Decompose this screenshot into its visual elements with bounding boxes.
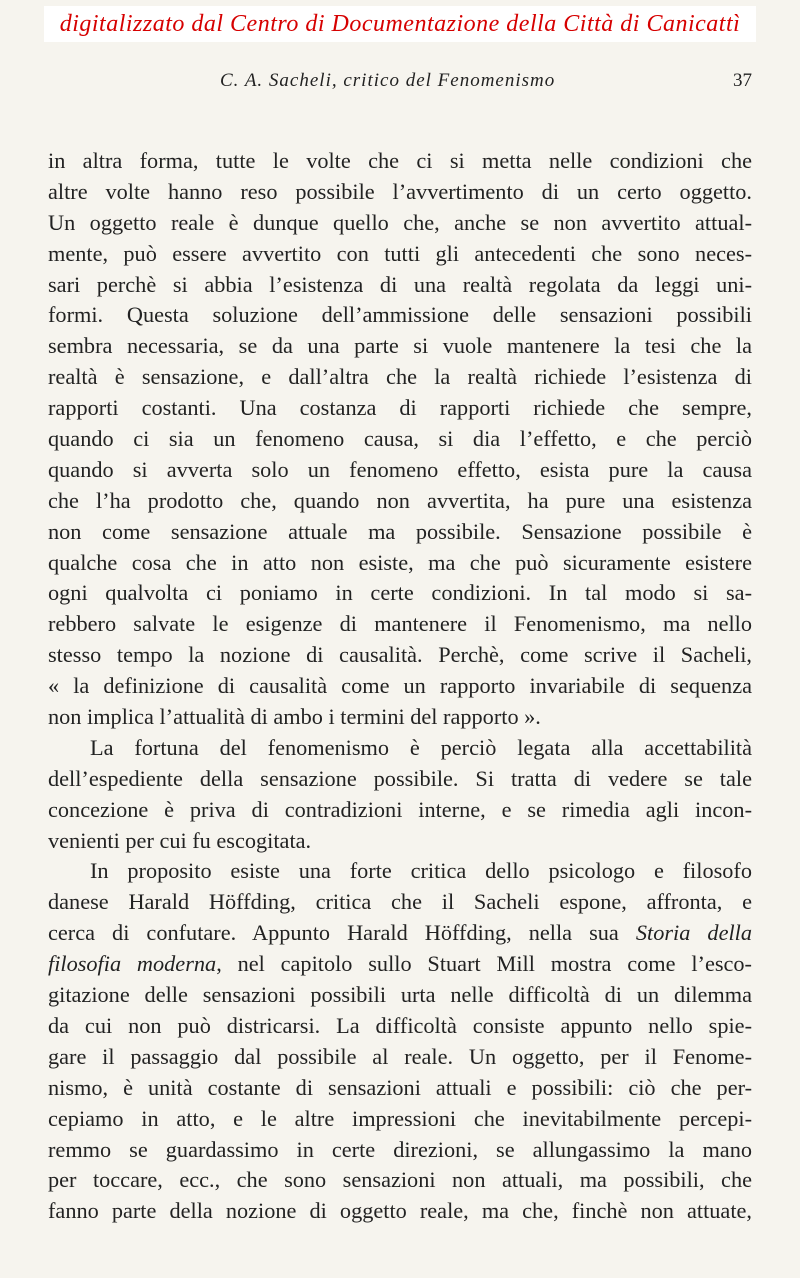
text-line: concezione è priva di contradizioni interne, e se rimedia agli incon- [48,796,752,822]
text-line: gitazione delle sensazioni possibili urta nelle difficoltà di un dilemma [48,982,752,1008]
text-line: danese Harald Höffding, critica che il Sacheli espone, affronta, e [48,889,752,915]
text-line: La fortuna del fenomenismo è perciò legata alla accettabilità [90,734,752,760]
running-head [48,70,752,100]
text-line: rapporti costanti. Una costanza di rapporti richiede che sempre, [48,395,752,421]
text-line: cepiamo in atto, e le altre impressioni che inevitabilmente percepi- [48,1105,752,1131]
text-line: non come sensazione attuale ma possibile. Sensazione possibile è [48,518,752,544]
text-line: da cui non può districarsi. La difficoltà consiste appunto nello spie- [48,1012,752,1038]
text-line: stesso tempo la nozione di causalità. Perchè, come scrive il Sacheli, [48,642,752,668]
text-line: altre volte hanno reso possibile l’avvertimento di un certo oggetto. [48,178,752,204]
text-line: mente, può essere avvertito con tutti gli antecedenti che sono neces- [48,240,752,266]
text-line: quando ci sia un fenomeno causa, si dia l’effetto, e che perciò [48,426,752,452]
body-text [48,146,752,1227]
text-line: non implica l’attualità di ambo i termini del rapporto ». [48,704,541,730]
text-line: rebbero salvate le esigenze di mantenere il Fenomenismo, ma nello [48,611,752,637]
page-number: 37 [733,70,752,91]
text-line: realtà è sensazione, e dall’altra che la realtà richiede l’esistenza di [48,364,752,390]
text-line: Un oggetto reale è dunque quello che, anche se non avvertito attual- [48,209,752,235]
banner-text: digitalizzato dal Centro di Documentazione della Città di Canicattì [59,10,741,37]
text-line: quando si avverta solo un fenomeno effetto, esista pure la causa [48,456,752,482]
book-title-italic: filosofia moderna [48,951,217,977]
text-line: dell’espediente della sensazione possibile. Si tratta di vedere se tale [48,765,752,791]
text-line: « la definizione di causalità come un rapporto invariabile di sequenza [48,673,752,699]
text-line: filosofia moderna, nel capitolo sullo Stuart Mill mostra come l’esco- [48,951,752,977]
digitization-banner [44,6,756,42]
text-line: cerca di confutare. Appunto Harald Höffding, nella sua Storia della [48,920,753,946]
text-line: formi. Questa soluzione dell’ammissione delle sensazioni possibili [48,302,752,328]
text-line: che l’ha prodotto che, quando non avvertita, ha pure una esistenza [48,487,752,513]
text-line: per toccare, ecc., che sono sensazioni non attuali, ma possibili, che [48,1167,752,1193]
text-line: In proposito esiste una forte critica dello psicologo e filosofo [90,858,752,884]
text-line: ogni qualvolta ci poniamo in certe condizioni. In tal modo si sa- [48,580,752,606]
text-line: qualche cosa che in atto non esiste, ma che può sicuramente esistere [48,549,752,575]
text-line: sembra necessaria, se da una parte si vuole mantenere la tesi che la [48,333,752,359]
running-title: C. A. Sacheli, critico del Fenomenismo [220,70,556,91]
text-line: in altra forma, tutte le volte che ci si metta nelle condizioni che [48,148,752,173]
text-line: venienti per cui fu escogitata. [48,827,312,853]
text-line: sari perchè si abbia l’esistenza di una realtà regolata da leggi uni- [48,271,752,297]
book-title-italic: Storia della [635,920,753,946]
text-line: fanno parte della nozione di oggetto reale, ma che, finchè non attuate, [48,1198,752,1224]
text-line: nismo, è unità costante di sensazioni attuali e possibili: ciò che per- [48,1074,752,1100]
text-line: remmo se guardassimo in certe direzioni, se allungassimo la mano [48,1136,752,1162]
text-line: gare il passaggio dal possibile al reale. Un oggetto, per il Fenome- [48,1043,752,1069]
